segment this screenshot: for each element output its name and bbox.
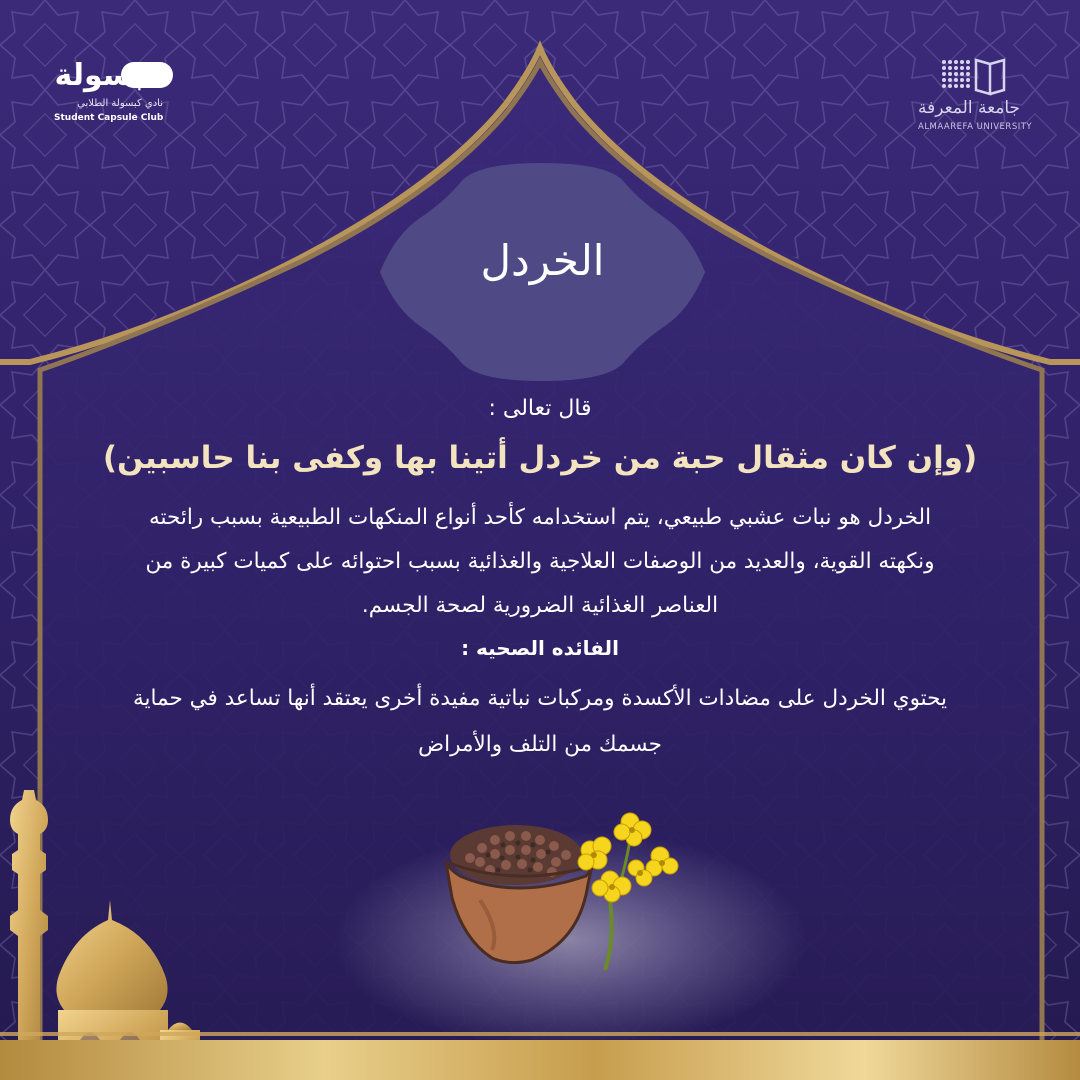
benefit-paragraph: يحتوي الخردل على مضادات الأكسدة ومركبات نباتية مفيدة أخرى يعتقد أنها تساعد في حماية جسمك من التلف والأمراض	[132, 686, 948, 757]
gold-ground-bar	[0, 1040, 1080, 1080]
quran-verse: (وإن كان مثقال حبة من خردل أتينا بها وكفى بنا حاسبين)	[102, 440, 978, 476]
page-title: الخردل	[480, 236, 605, 285]
student-capsule-club-logo	[48, 58, 173, 133]
mustard-flower-icon	[578, 813, 678, 970]
university-name-en: ALMAAREFA UNIVERSITY	[918, 122, 1033, 132]
almaarefa-university-logo	[900, 52, 1050, 137]
club-subtitle-ar: نادي كبسولة الطلابي	[77, 98, 163, 109]
university-mark-icon	[938, 56, 1008, 96]
description-paragraph: الخردل هو نبات عشبي طبيعي، يتم استخدامه كأحد أنواع المنكهات الطبيعية بسبب رائحته ونكهته القوية، والعديد من الوصفات العلاجية والغذائية بسبب احتوائه على كميات كبيرة من العناصر الغذائية الضرورية لصحة الجسم.	[145, 505, 935, 618]
club-brand-name: كبسولة	[54, 58, 163, 93]
university-name-ar: جامعة المعرفة	[918, 98, 1021, 118]
verse-intro: قال تعالى :	[488, 396, 592, 421]
benefit-heading: الفائده الصحيه :	[461, 636, 619, 660]
mosque-silhouette-icon	[0, 790, 200, 1080]
gold-divider	[0, 1032, 1080, 1036]
mustard-bowl-icon	[440, 800, 700, 980]
club-subtitle-en: Student Capsule Club	[54, 113, 164, 123]
